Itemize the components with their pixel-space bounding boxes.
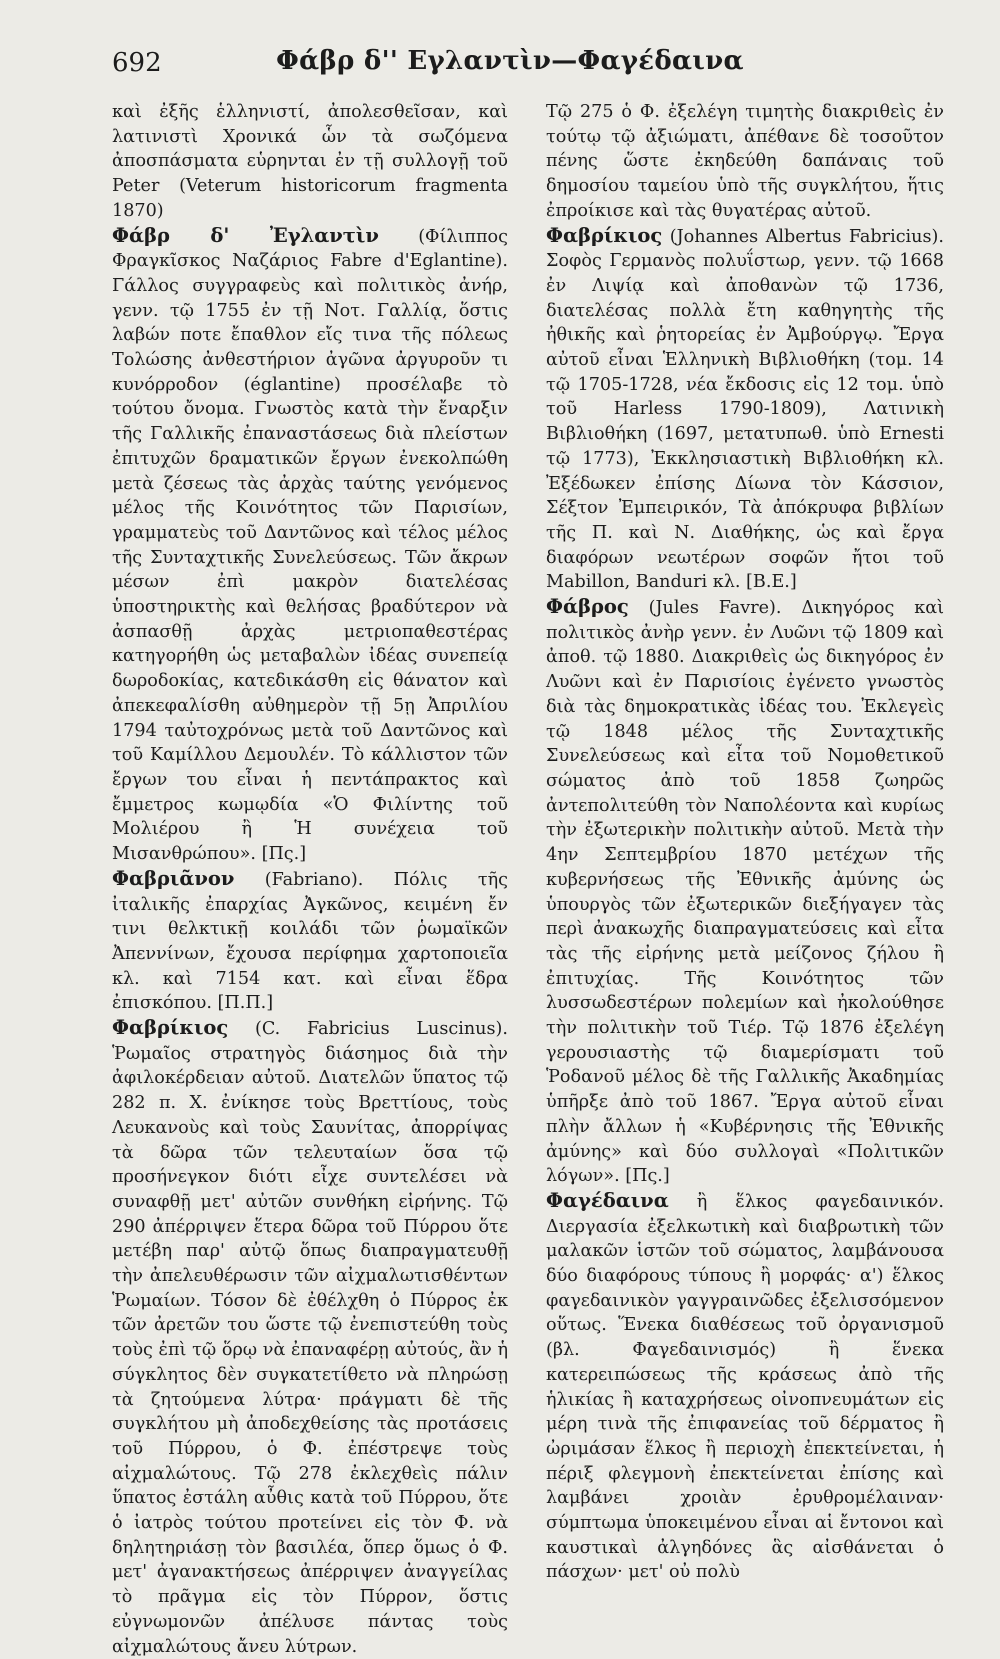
entry-fabricius-luscinus <box>112 1016 508 1659</box>
entry-headword: Φαβρίκιος <box>546 223 663 247</box>
entry-text: (Johannes Albertus Fabricius). Σοφὸς Γερμανὸς πολυΐστωρ, γενν. τῷ 1668 ἐν Λιψίᾳ καὶ ἀποθανὼν τῷ 1736, διατελέσας πολλὰ ἔτη καθηγητὴς τῆς ἠθικῆς καὶ ῥητορείας ἐν Ἀμβούργῳ. Ἔργα αὐτοῦ εἶναι Ἑλληνικὴ Βιβλιοθήκη (τομ. 14 τῷ 1705-1728, νέα ἔκδοσις εἰς 12 τομ. ὑπὸ τοῦ Harless 1790-1809), Λατινικὴ Βιβλιοθήκη (1697, μετατυπωθ. ὑπὸ Ernesti τῷ 1773), Ἐκκλησιαστικὴ Βιβλιοθήκη κλ. Ἐξέδωκεν ἐπίσης Δίωνα τὸν Κάσσιον, Σέξτον Ἐμπειρικόν, Τὰ ἀπόκρυφα βιβλίων τῆς Π. καὶ Ν. Διαθήκης, ὡς καὶ ἔργα διαφόρων νεωτέρων σοφῶν ἤτοι τοῦ Mabillon, Banduri κλ. [Β.Ε.] <box>546 226 944 593</box>
entry-headword: Φαβρίκιος <box>112 1016 229 1040</box>
entry-fabre-deglantine <box>112 224 508 867</box>
entry-text: ἢ ἕλκος φαγεδαινικόν. Διεργασία ἐξελκωτικὴ καὶ διαβρωτικὴ τῶν μαλακῶν ἱστῶν τοῦ σώματος, λαμβάνουσα δύο διαφόρους τύπους ἢ μορφάς· α') ἕλκος φαγεδαινικὸν γαγγραινῶδες ἐξελισσόμενον οὕτως. Ἕνεκα διαθέσεως τοῦ ὀργανισμοῦ (βλ. Φαγεδαινισμός) ἢ ἕνεκα κατερειπώσεως τῆς κράσεως ἀπὸ τῆς ἡλικίας ἢ καταχρήσεως οἰνοπνευμάτων εἰς μέρη τινὰ τῆς ἐπιφανείας τοῦ δέρματος ἢ ὠριμάσαν ἕλκος ἢ περιοχὴ ἐπεκτείνεται, ἡ πέριξ φλεγμονὴ ἐπεκτείνεται ἐπίσης καὶ λαμβάνει χροιὰν ἐρυθρομέλαιναν· σύμπτωμα ὑποκειμένου εἶναι αἱ ἔντονοι καὶ καυστικαὶ ἀλγηδόνες ἃς αἰσθάνεται ὁ πάσχων· μετ' οὐ πολὺ <box>546 1191 944 1583</box>
right-column <box>546 100 944 1583</box>
entry-headword: Φαβριᾶνον <box>112 866 235 890</box>
entry-text: (Fabriano). Πόλις τῆς ἰταλικῆς ἐπαρχίας Ἀγκῶνος, κειμένη ἔν τινι θελκτικῇ κοιλάδι τῶν ῥωμαϊκῶν Ἀπεννίνων, ἔχουσα περίφημα χαρτοποιεῖα κλ. καὶ 7154 κατ. καὶ εἶναι ἕδρα ἐπισκόπου. [Π.Π.] <box>112 869 508 1014</box>
entry-continuation <box>112 100 508 224</box>
entry-favre <box>546 595 944 1189</box>
entry-text: καὶ ἐξῆς ἑλληνιστί, ἀπολεσθεῖσαν, καὶ λατινιστὶ Χρονικά ὧν τὰ σωζόμενα ἀποσπάσματα εὑρηνται ἐν τῇ συλλογῇ τοῦ Peter (Veterum historicorum fragmenta 1870) <box>112 102 508 221</box>
entry-text: (Φίλιππος Φραγκῖσκος Ναζάριος Fabre d'Eglantine). Γάλλος συγγραφεὺς καὶ πολιτικὸς ἀνήρ, γενν. τῷ 1755 ἐν τῇ Νοτ. Γαλλίᾳ, ὅστις λαβών ποτε ἔπαθλον εἴς τινα τῆς πόλεως Τολώσης ἀνθεστήριον ἀγῶνα ἀργυροῦν τι κυνόρροδον (églantine) προσέλαβε τὸ τούτου ὄνομα. Γνωστὸς κατὰ τὴν ἔναρξιν τῆς Γαλλικῆς ἐπαναστάσεως διὰ πλείστων ἐπιτυχῶν δραματικῶν ἔργων ἐνεκολπώθη μετὰ ζέσεως τὰς ἀρχὰς ταύτης γενόμενος μέλος τῆς Κοινότητος τῶν Παρισίων, γραμματεὺς τοῦ Δαντῶνος καὶ τέλος μέλος τῆς Συνταχτικῆς Συνελεύσεως. Τῶν ἄκρων μέσων ἐπὶ μακρὸν διατελέσας ὑποστηρικτὴς καὶ θελήσας βραδύτερον νὰ ἀσπασθῇ ἀρχὰς μετριοπαθεστέρας κατηγορήθη ὡς μεταβαλὼν ἰδέας συνεπείᾳ δωροδοκίας, κατεδικάσθη εἰς θάνατον καὶ ἀπεκεφαλίσθη αὐθημερὸν τῇ 5ῃ Ἀπριλίου 1794 ταὐτοχρόνως μετὰ τοῦ Δαντῶνος καὶ τοῦ Καμίλλου Δεμουλέν. Τὸ κάλλιστον τῶν ἔργων του εἶναι ἡ πεντάπρακτος καὶ ἔμμετρος κωμῳδία «Ὁ Φιλίντης τοῦ Μολιέρου ἢ Ἡ συνέχεια τοῦ Μισανθρώπου». [Πς.] <box>112 226 508 865</box>
entry-headword: Φάβρος <box>546 595 629 619</box>
left-column <box>112 100 508 1657</box>
entry-headword: Φάβρ δ' Ἐγλαντὶν <box>112 223 379 247</box>
page-number: 692 <box>112 48 162 78</box>
running-title: Φάβρ δ'' Εγλαντὶν—Φαγέδαινα <box>276 46 744 76</box>
entry-text: (C. Fabricius Luscinus). Ῥωμαῖος στρατηγὸς διάσημος διὰ τὴν ἀφιλοκέρδειαν αὐτοῦ. Διατελῶν ὕπατος τῷ 282 π. Χ. ἐνίκησε τοὺς Βρεττίους, τοὺς Λευκανοὺς καὶ τοὺς Σαυνίτας, ἀπορρίψας τὰ δῶρα τῶν τελευταίων ὅσα τῷ προσήνεγκον διότι εἶχε συντελέσει νὰ συναφθῇ μετ' αὐτῶν συνθήκη εἰρήνης. Τῷ 290 ἀπέρριψεν ἕτερα δῶρα τοῦ Πύρρου ὅτε μετέβη παρ' αὐτῷ ὅπως διαπραγματευθῇ τὴν ἀπελευθέρωσιν τῶν αἰχμαλωτισθέντων Ῥωμαίων. Τόσον δὲ ἐθέλχθη ὁ Πύρρος ἐκ τῶν ἀρετῶν του ὥστε τῷ ἐνεπιστεύθη τοὺς τοὺς ἐπὶ τῷ ὅρῳ νὰ ἐπαναφέρῃ αὐτούς, ἂν ἡ σύγκλητος δὲν συγκατετίθετο νὰ πληρώσῃ τὰ ζητούμενα λύτρα· πράγματι δὲ τῆς συγκλήτου μὴ ἀποδεχθείσης τὰς προτάσεις τοῦ Πύρρου, ὁ Φ. ἐπέστρεψε τοὺς αἰχμαλώτους. Τῷ 278 ἐκλεχθεὶς πάλιν ὕπατος ἐστάλη αὖθις κατὰ τοῦ Πύρρου, ὅτε ὁ ἰατρὸς τούτου προτείνει εἰς τὸν Φ. νὰ δηλητηριάσῃ τὸν βασιλέα, ὅπερ ὅμως ὁ Φ. μετ' ἀγανακτήσεως ἀπέρριψεν ἀναγγείλας τὸ πρᾶγμα εἰς τὸν Πύρρον, ὅστις εὐγνωμονῶν ἀπέλυσε πάντας τοὺς αἰχμαλώτους ἄνευ λύτρων. <box>112 1019 508 1657</box>
page-header <box>112 38 908 98</box>
entry-text: Τῷ 275 ὁ Φ. ἐξελέγη τιμητὴς διακριθεὶς ἐν τούτῳ τῷ ἀξιώματι, ἀπέθανε δὲ τοσοῦτον πένης ὥστε ἐκηδεύθη δαπάναις τοῦ δημοσίου ταμείου ὑπὸ τῆς συγκλήτου, ἥτις ἐπροίκισε καὶ τὰς θυγατέρας αὐτοῦ. <box>546 102 944 221</box>
entry-fabricius-johannes <box>546 224 944 596</box>
entry-continuation <box>546 100 944 224</box>
entry-text: (Jules Favre). Δικηγόρος καὶ πολιτικὸς ἀνὴρ γενν. ἐν Λυῶνι τῷ 1809 καὶ ἀποθ. τῷ 1880. Διακριθεὶς ὡς δικηγόρος ἐν Λυῶνι καὶ ἐν Παρισίοις ἐγένετο γνωστὸς διὰ τὰς δημοκρατικὰς ἰδέας του. Ἐκλεγεὶς τῷ 1848 μέλος τῆς Συνταχτικῆς Συνελεύσεως καὶ εἶτα τοῦ Νομοθετικοῦ σώματος ἀπὸ τοῦ 1858 ζωηρῶς ἀντεπολιτεύθη τὸν Ναπολέοντα καὶ κυρίως τὴν ἐξωτερικὴν πολιτικὴν αὐτοῦ. Μετὰ τὴν 4ην Σεπτεμβρίου 1870 μετέχων τῆς κυβερνήσεως τῆς Ἐθνικῆς ἀμύνης ὡς ὑπουργὸς τῶν ἐξωτερικῶν διεξήγαγεν τὰς περὶ ἀνακωχῆς διαπραγματεύσεις καὶ εἶτα τὰς τῆς εἰρήνης μετὰ μείζονος ζήλου ἢ ἐπιτυχίας. Τῆς Κοινότητος τῶν λυσσωδεστέρων πολεμίων καὶ ἠκολούθησε τὴν πολιτικὴν τοῦ Τιέρ. Τῷ 1876 ἐξελέγη γερουσιαστὴς τῷ διαμερίσματι τοῦ Ῥοδανοῦ μέλος δὲ τῆς Γαλλικῆς Ἀκαδημίας ὑπῆρξε ἀπὸ τοῦ 1867. Ἔργα αὐτοῦ εἶναι πλὴν ἄλλων ἡ «Κυβέρνησις τῆς Ἐθνικῆς ἀμύνης» καὶ δύο συλλογαὶ «Πολιτικῶν λόγων». [Πς.] <box>546 598 944 1187</box>
entry-headword: Φαγέδαινα <box>546 1188 669 1212</box>
entry-fabriano <box>112 867 508 1016</box>
entry-fagedaina <box>546 1189 944 1585</box>
